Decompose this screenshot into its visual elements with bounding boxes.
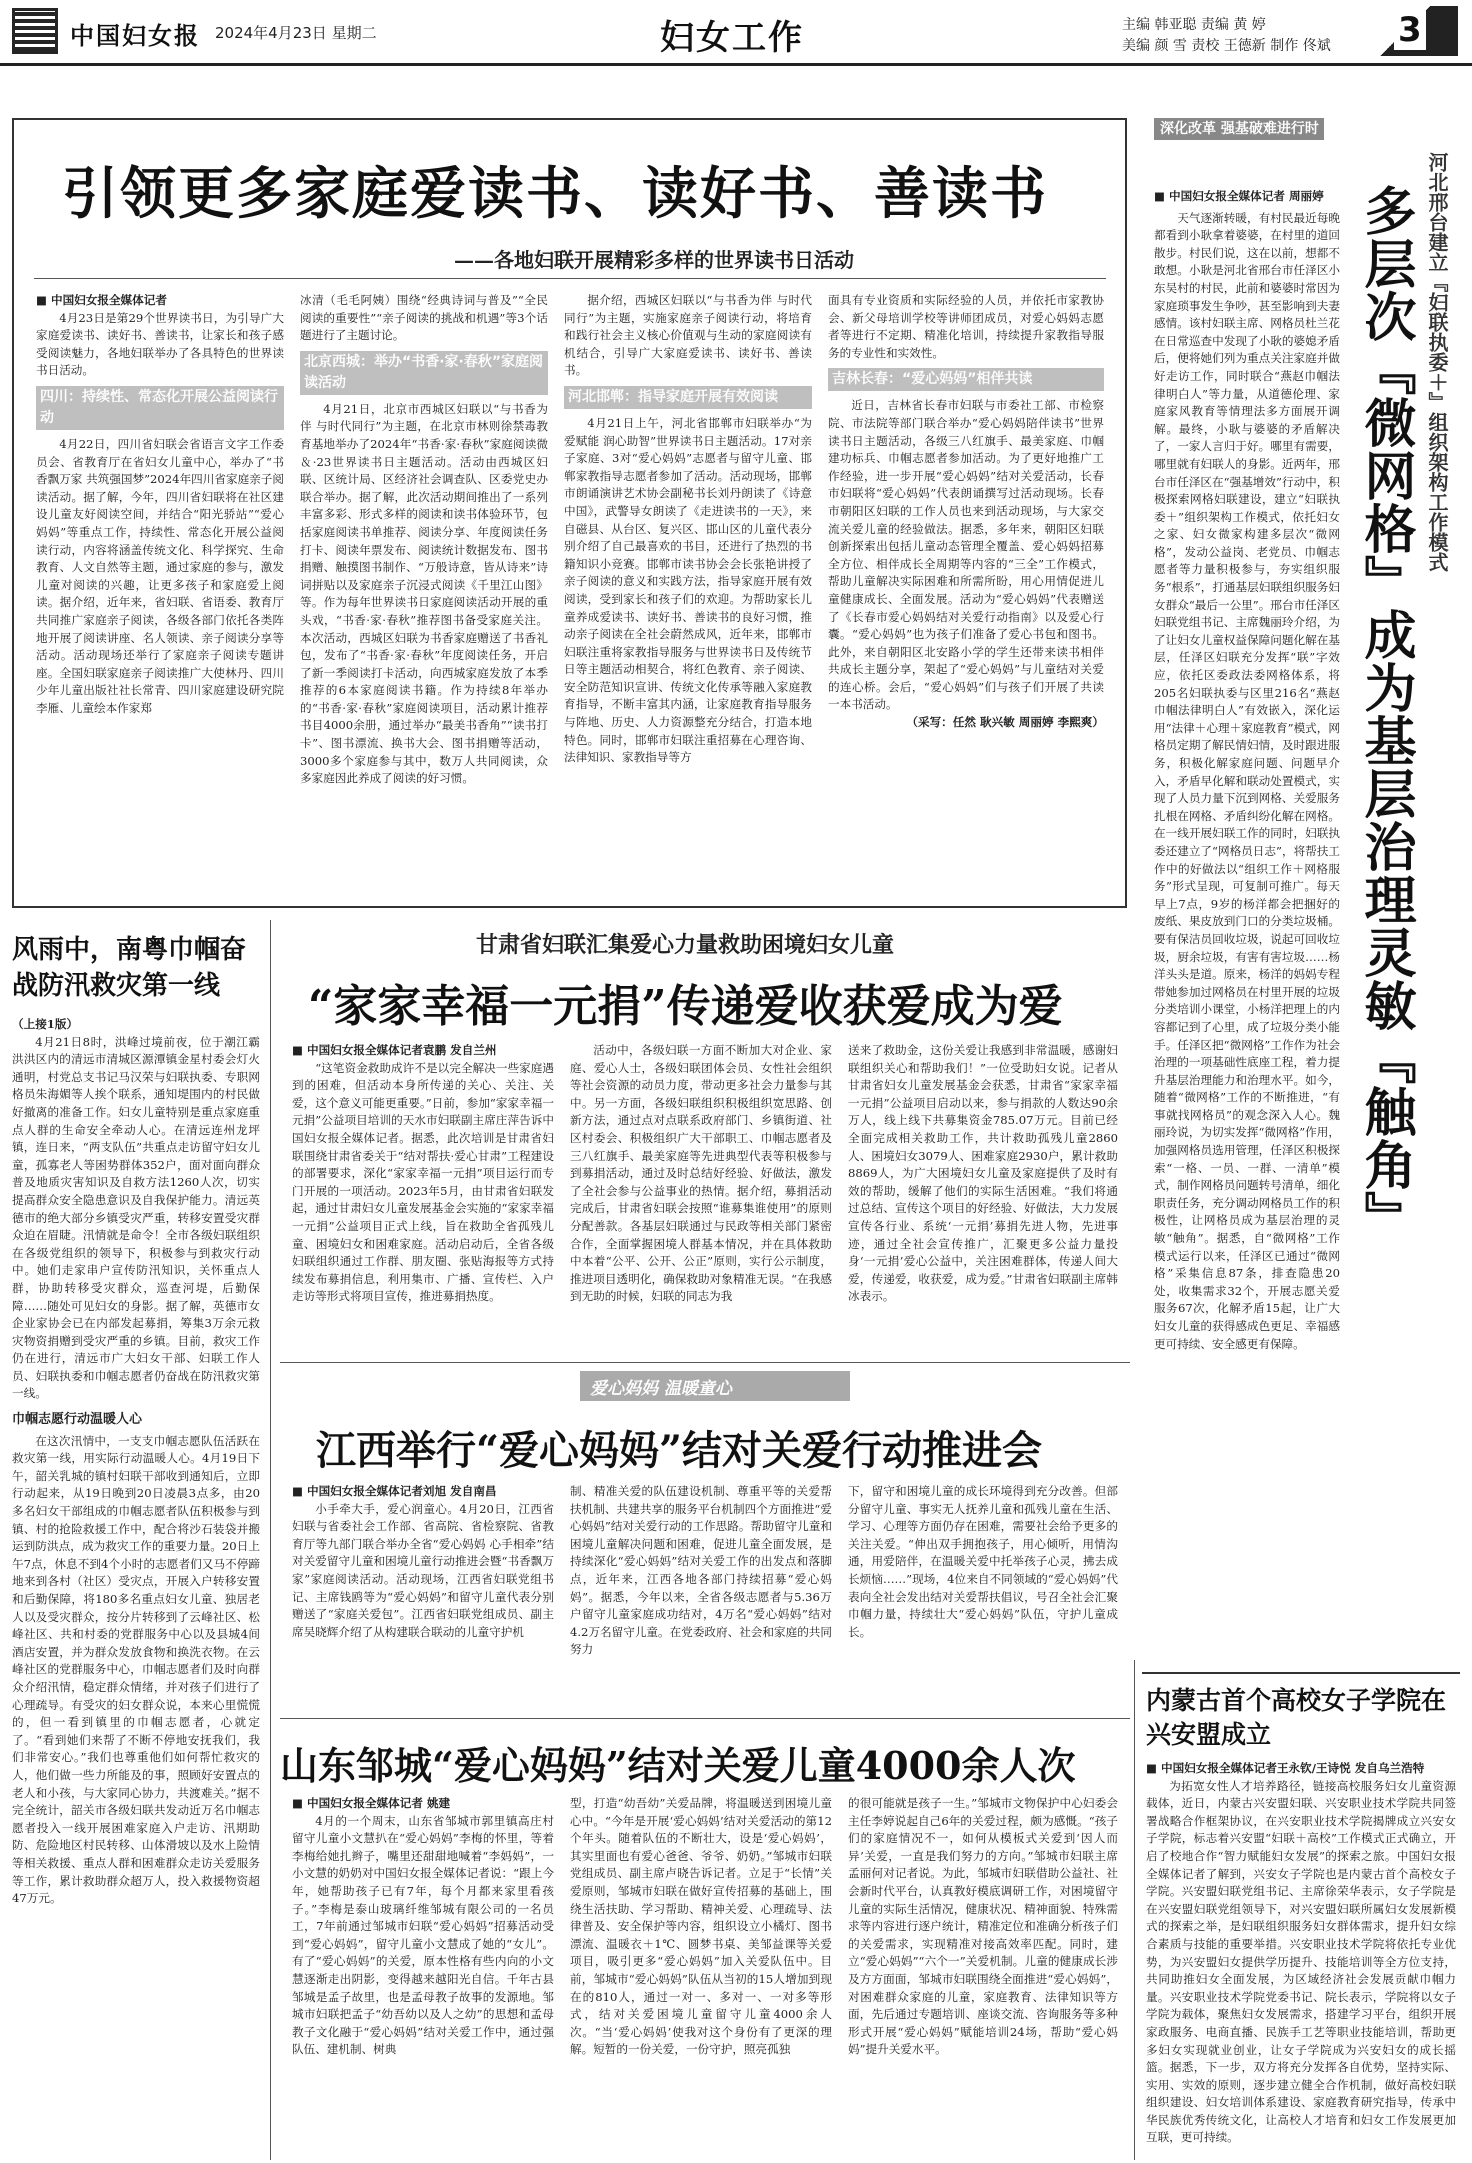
column-3 bbox=[848, 1795, 1118, 2159]
headline-vertical-small: 河北邢台建立『妇联执委＋』组织架构工作模式 bbox=[1425, 152, 1449, 572]
paragraph: 面具有专业资质和实际经验的人员，并依托市家教协会、新父母培训学校等讲师团成员，对爱心妈妈志愿者等进行不定期、精准化培训，持续提升家教指导服务的专业性和实效性。 bbox=[828, 293, 1104, 360]
column-1 bbox=[292, 1042, 554, 1354]
article-title: 风雨中，南粤巾帼奋战防汛救灾第一线 bbox=[12, 935, 247, 1001]
paragraph: “这笔资金救助成许不是以完全解决一些家庭遇到的困难，但活动本身所传递的关心、关注、关爱，这个意义可能更重要。”日前，参加“家家幸福一元捐”公益项目培训的天水市妇联副主席庄萍告诉中国妇女报全媒体记者。据悉，此次培训是甘肃省妇联围绕甘肃省委关于“结对帮扶·爱心甘肃”工程建设的部署要求，深化“家家幸福一元捐”项目运行而专门开展的一项活动。2023年5月，由甘肃省妇联发起，通过甘肃妇女儿童发展基金会实施的“家家幸福一元捐”公益项目正式上线，旨在救助全省孤残儿童、困境妇女和困难家庭。活动启动后，全省各级妇联组织通过工作群、朋友圈、张贴海报等方式持续发布募捐信息，利用集市、广播、宣传栏、入户走访等形式将项目宣传，推进募捐热度。 bbox=[292, 1060, 554, 1304]
paragraph: 活动中，各级妇联一方面不断加大对企业、家庭、爱心人士，各级妇联团体会员、女性社会组织等社会资源的动员力度，带动更多社会力量参与其中。另一方面，各级妇联组织积极组织宽思路、创新方法，通过点对点联系政府部门、乡镇街道、社区村委会、积极组织广大干部职工、巾帼志愿者及三八红旗手、最美家庭等先进典型代表等积极参与到募捐活动，通过及时总结好经验、好做法，激发了全社会参与公益事业的热情。据介绍，募捐活动完成后，甘肃省妇联会按照“谁募集谁使用”的原则分配善款。各基层妇联通过与民政等相关部门紧密合作，全面掌握困境人群基本情况，并在具体救助中本着“公平、公开、公正”原则，实行公示制度，推进项目透明化，确保救助对象精准无误。“在我感到无助的时候，妇联的同志为我 bbox=[570, 1043, 832, 1304]
article-zoucheng bbox=[280, 1718, 1130, 2160]
continuation-tag: （上接1版） bbox=[12, 1017, 79, 1031]
section-name: 妇女工作 bbox=[660, 18, 804, 58]
article-gansu bbox=[280, 918, 1130, 1358]
paragraph: 4月21日8时，洪峰过境前夜，位于潮江霸洪洪区内的清远市清城区源潭镇金星村委会灯火通明，村党总支书记马汉荣与妇联执委、专职网格员朱海媚等人挨个联系，通知堤围内的村民做好撤离的准备工作。妇女儿童特别是重点家庭重点人群的生命安全牵动人心。在清远连州龙坪镇，连日来，“两支队伍”共重点走访留守妇女儿童，孤寡老人等困势群体352户，面对面向群众普及地质灾害知识及自救方法1260人次，切实提高群众安全隐患意识及自我保护能力。清远英德市的绝大部分乡镇受灾严重，转移安置受灾群众迫在眉睫。汛情就是命令！全市各级妇联组织在各级党组织的领导下，积极参与到救灾行动中。她们走家串户宣传防汛知识，关怀重点人群，协助转移受灾群众，巡查河堤，后勤保障……随处可见妇女的身影。据了解，英德市女企业家协会已在内部发起募捐，筹集3万余元救灾物资捐赠到受灾严重的乡镇。目前，救灾工作仍在进行，清远市广大妇女干部、妇联工作人员、妇联执委和巾帼志愿者仍奋战在防汛救灾第一线。 bbox=[12, 1034, 260, 1401]
column-kicker-logo bbox=[580, 1371, 850, 1401]
subheading-changchun: 吉林长春：“爱心妈妈”相伴共读 bbox=[828, 368, 1104, 391]
paragraph: 下，留守和困境儿童的成长环境得到充分改善。但部分留守儿童、事实无人抚养儿童和孤残儿童在生活、学习、心理等方面仍存在困难，需要社会给予更多的关注关爱。“伸出双手拥抱孩子，用心倾听，用情沟通，用爱陪伴，在温暖关爱中托举孩子心灵，拂去成长烦恼……”现场，4位来自不同领域的“爱心妈妈”代表向全社会发出结对关爱帮扶倡议，号召全社会汇聚巾帼力量，持续壮大“爱心妈妈”队伍，守护儿童成长。 bbox=[848, 1484, 1118, 1639]
paragraph: 天气逐渐转暖，有村民最近每晚都看到小耿拿着婆婆，在村里的道回散步。村民们说，这在以前，想都不敢想。小耿是河北省邢台市任泽区小东吴村的村民，此前和婆婆时常因为家庭琐事发生争吵，甚至影响到夫妻感情。该村妇联主席、网格员杜兰花在日常巡查中发现了小耿的婆媳矛盾后，便将她们列为重点关注家庭并做好走访工作，同时联合“燕赵巾帼法律明白人”等力量，从道德伦理、家庭家风教育等情理法多方面展开调解。最终，小耿与婆婆的矛盾解决了，一家人言归于好。哪里有需要，哪里就有妇联人的身影。近两年，邢台市任泽区在“强基增效”行动中，积极探索网格妇联建设，建立“妇联执委＋”组织架构工作模式，依托妇女之家、妇女微家构建多层次“微网格”，发动公益岗、老党员、巾帼志愿者等力量积极参与，夯实组织服务“根系”，打通基层妇联组织服务妇女群众“最后一公里”。邢台市任泽区妇联党组书记、主席魏丽玲介绍，为了让妇女儿童权益保障问题化解在基层，任泽区妇联充分发挥“联”字效应，依托区委政法委网格体系，将205名妇联执委与区里216名“燕赵巾帼法律明白人”有效嵌入，深化运用“法律＋心理＋家庭教育”模式，网格员定期了解民情妇情，及时跟进服务，积极化解家庭问题、问题早介入，矛盾早化解和联动处置模式，实现了人员力量下沉到网格、关爱服务扎根在网格、矛盾纠纷化解在网格。在一线开展妇联工作的同时，妇联执委还建立了“网格员日志”，将帮扶工作中的好做法以“组织工作＋网格服务”形式呈现，可复制可推广。每天早上7点，9岁的杨洋都会把捆好的废纸、果皮放到门口的分类垃圾桶。要有保洁员回收垃圾，说起可回收垃圾，厨余垃圾，有害有害垃圾……杨洋头头是道。原来，杨洋的妈妈专程带她参加过网格员在村里开展的垃圾分类培训小课堂，小杨洋把理上的内容都记到了心里，成了垃圾分类小能手。任泽区把“微网格”工作作为社会治理的一项基础性底座工程，着力提升基层治理能力和治理水平。如今，随着“微网格”工作的不断推进，“有事就找网格员”的观念深入人心。魏丽玲说，为切实发挥“微网格”作用，加强网格员选用管理，任泽区积极探索“一格、一员、一群、一清单”模式，制作网格员问题转号清单，细化职责任务，充分调动网格员工作的积极性，让网格员成为基层治理的灵敏“触角”。据悉，自“微网格”工作模式运行以来，任泽区已通过“微网格”采集信息87条，排查隐患20处，收集需求32个，开展志愿关爱服务67次，化解矛盾15起，让广大妇女儿童的获得感成色更足、幸福感更可持续、安全感更有保障。 bbox=[1154, 210, 1340, 1351]
newspaper-brand: 中国妇女报 bbox=[70, 21, 200, 50]
article-reading-day bbox=[12, 118, 1127, 908]
paragraph: 据介绍，西城区妇联以“与书香为伴 与时代同行”为主题，实施家庭亲子阅读行动，将培育和践行社会主义核心价值观与生动的家庭阅读有机结合，引导广大家庭爱读书、读好书、善读书。 bbox=[564, 293, 812, 378]
paragraph: 为拓宽女性人才培养路径，链接高校服务妇女儿童资源载体，近日，内蒙古兴安盟妇联、兴安职业技术学院共同签署战略合作框架协议，在兴安职业技术学院揭牌成立兴安女子学院，标志着兴安盟“妇联＋高校”工作模式正式确立，开启了校地合作“智力赋能妇女发展”的探索之旅。中国妇女报全媒体记者了解到，兴安女子学院也是内蒙古首个高校女子学院。兴安盟妇联党组书记、主席徐荣华表示，女子学院是在兴安盟妇联党组领导下，对兴安盟妇联所属妇女发展新模式的探索之举，是妇联组织服务妇女群体需求，提升妇女综合素质与技能的重要举措。兴安职业技术学院将依托专业优势，为兴安盟妇女提供学历提升、技能培训等全方位支持，共同助推妇女全面发展，为区域经济社会发展贡献巾帼力量。兴安职业技术学院党委书记、院长表示，学院将以女子学院为载体，聚焦妇女发展需求，搭建学习平台，组织开展家政服务、电商直播、民族手工艺等职业技能培训，帮助更多妇女实现就业创业，让女子学院成为兴安妇女的成长摇篮。据悉，下一步，双方将充分发挥各自优势，坚持实际、实用、实效的原则，逐步建立健全合作机制，做好高校妇联组织建设、妇女培训体系建设、家庭教育研究指导，传承中华民族优秀传统文化，让高校人才培育和妇女工作发展更加互联，更可持续。 bbox=[1146, 1778, 1456, 2145]
byline: ■ 中国妇女报全媒体记者袁鹏 发自兰州 bbox=[292, 1043, 497, 1057]
paragraph: 送来了救助金，这份关爱让我感到非常温暖，感谢妇联组织关心和帮助我们！”一位受助妇女说。记者从甘肃省妇女儿童发展基金会获悉，甘肃省“家家幸福一元捐”公益项目启动以来，参与捐款的人数达90余万人，线上线下共募集资金785.07万元。目前已经全面完成相关救助工作，共计救助孤残儿童2860人、困境妇女3079人、困难家庭2930户，累计救助8869人，为广大困境妇女儿童及家庭提供了及时有效的帮助，缓解了他们的实际生活困难。“我们将通过总结、宣传这个项目的好经验、好做法，大力发展宣传各行业、系统‘一元捐’募捐先进人物，先进事迹，通过全社会宣传推广，汇聚更多公益力量投身‘一元捐’爱心公益中，关注困难群体，传递人间大爱，传递爱，收获爱，成为爱。”甘肃省妇联副主席韩冰表示。 bbox=[848, 1043, 1118, 1304]
article-title: 内蒙古首个高校女子学院在兴安盟成立 bbox=[1146, 1686, 1447, 1749]
kicker: 甘肃省妇联汇集爱心力量救助困境妇女儿童 bbox=[476, 932, 895, 958]
article-title: 山东邹城“爱心妈妈”结对关爱儿童4000余人次 bbox=[280, 1743, 1076, 1788]
subheading-beijing: 北京西城：举办“书香·家·春秋”家庭阅读活动 bbox=[300, 351, 548, 395]
text-column bbox=[12, 1016, 260, 2156]
text-column bbox=[1154, 188, 1340, 1628]
issue-date: 2024年4月23日 星期二 bbox=[215, 24, 377, 42]
column-1 bbox=[292, 1483, 554, 1711]
column-3 bbox=[848, 1483, 1118, 1711]
paragraph: 4月21日，北京市西城区妇联以“与书香为伴 与时代同行”为主题，在北京市林则徐禁毒教育基地举办了2024年“书香·家·春秋”家庭阅读微＆·23世界读书日主题活动。活动由西城区妇联、区统计局、区经济社会调查队、区委党史办联合举办。据了解，此次活动期间推出了一系列丰富多彩、形式多样的阅读和读书体验环节，包括家庭阅读书单推荐、阅读分享、年度阅读任务打卡、阅读年票发布、阅读统计数据发布、图书捐赠、触摸图书制作、“万般诗意，皆从诗来”诗词拼贴以及家庭亲子沉浸式阅读《千里江山图》等。作为每年世界读书日家庭阅读活动开展的重头戏，“书香·家·春秋”推荐图书备受家庭关注。本次活动，西城区妇联为书香家庭赠送了书香礼包，发布了“书香·家·春秋”年度阅读任务，开启了新一季阅读打卡活动，向西城家庭发放了本季推荐的6本家庭阅读书籍。作为持续8年举办的“书香·家·春秋”家庭阅读项目，活动累计推荐书目4000余册，通过举办“最美书香角”“读书打卡”、图书漂流、换书大会、图书捐赠等活动，3000多个家庭参与其中，数万人共同阅读，众多家庭因此养成了阅读的好习惯。 bbox=[300, 401, 548, 786]
paragraph: 4月23日是第29个世界读书日，为引导广大家庭爱读书、读好书、善读书，让家长和孩子感受阅读魅力，各地妇联举办了各具特色的世界读书日活动。 bbox=[36, 310, 284, 378]
column-kicker: 深化改革 强基破难进行时 bbox=[1154, 118, 1324, 140]
article-inner-mongolia bbox=[1142, 1672, 1460, 2160]
column-3 bbox=[564, 292, 812, 898]
paragraph: 近日，吉林省长春市妇联与市委社工部、市检察院、市法院等部门联合举办“爱心妈妈陪伴读书”世界读书日主题活动，各级三八红旗手、最美家庭、巾帼建功标兵、巾帼志愿者参加活动。为了更好地推广工作经验，进一步开展“爱心妈妈”结对关爱活动，长春市妇联将“爱心妈妈”代表朗诵撰写过活动现场。长春市朝阳区妇联的工作人员也来到活动现场，与大家交流关爱儿童的经验做法。据悉，多年来，朝阳区妇联创新探索出包括儿童动态管理全覆盖、爱心妈妈招募全方位、相伴成长全周期等内容的“三全”工作模式，帮助儿童解决实际困难和所需所盼，用心用情促进儿童健康成长、全面发展。活动为“爱心妈妈”代表赠送了《长春市爱心妈妈结对关爱行动指南》以及爱心行囊。“爱心妈妈”也为孩子们准备了爱心书包和图书。此外，来自朝阳区北安路小学的学生还带来读书相伴共成长主题分享，架起了“爱心妈妈”与儿童结对关爱的连心桥。会后，“爱心妈妈”们与孩子们开展了共读一本书活动。 bbox=[828, 398, 1104, 712]
paragraph: 小手牵大手，爱心润童心。4月20日，江西省妇联与省委社会工作部、省高院、省检察院、省教育厅等九部门联合举办全省“爱心妈妈 心手相牵”结对关爱留守儿童和困境儿童行动推进会暨“书香飘万家”家庭阅读活动。活动现场，江西省妇联党组书记、主席钱鸥等为“爱心妈妈”和留守儿童代表分别赠送了“家庭关爱包”。江西省妇联党组成员、副主席吴晓辉介绍了从构建联合联动的儿童守护机 bbox=[292, 1501, 554, 1639]
paragraph: 4月21日上午，河北省邯郸市妇联举办“为爱赋能 润心助智”世界读书日主题活动。17对亲子家庭、3对“爱心妈妈”志愿者与留守儿童、邯郸家教指导志愿者参加了活动。活动现场，邯郸市朗诵演讲艺术协会副秘书长刘丹朗读了《诗意中国》，武警导女朗读了《走进读书的一天》，来自磁县、从台区、复兴区、邯山区的儿童代表分别介绍了自己最喜欢的书目，还进行了热烈的书籍知识小竞赛。邯郸市读书协会会长张艳讲授了亲子阅读的意义和实践方法，指导家庭开展有效阅读，受到家长和孩子们的欢迎。为帮助家长儿童养成爱读书、读好书、善读书的良好习惯，推动亲子阅读在全社会蔚然成风，近年来，邯郸市妇联注重将家教指导服务与世界读书日及传统节日等主题活动相契合，将红色教育、亲子阅读、安全防范知识宣讲、传统文化传承等融入家庭教育指导，不断丰富其内涵，让家庭教育指导服务与阵地、历史、人力资源整充分结合，打造本地特色。同时，邯郸市妇联注重招募在心理咨询、法律知识、家教指导等方 bbox=[564, 415, 812, 765]
article-jiangxi bbox=[280, 1362, 1130, 1712]
qr-code-icon bbox=[12, 8, 58, 54]
byline: ■ 中国妇女报全媒体记者 bbox=[36, 293, 167, 307]
paragraph: 在这次汛情中，一支支巾帼志愿队伍活跃在救灾第一线，用实际行动温暖人心。4月19日下午，韶关乳城的镇村妇联干部收到通知后，立即行动起来，从19日晚到20日凌晨3点多，由20多名妇女干部组成的巾帼志愿者队伍积极参与到镇、村的抢险救援工作中，配合将沙石装袋并搬运到防洪点，成为救灾工作的重要力量。20日上午7点，休息不到4个小时的志愿者们又马不停蹄地来到各村（社区）受灾点，开展入户转移安置和后勤保障，将180多名重点妇女儿童、独居老人以及受灾群众，按分片转移到了云峰社区、松峰社区、共和村委的党群服务中心以及县城4间酒店安置，并为群众发放食物和换洗衣物。在云峰社区的党群服务中心，巾帼志愿者们及时向群众介绍汛情，稳定群众情绪，并对孩子们进行了心理疏导。有受灾的妇女群众说，本来心里慌慌的，但一看到镇里的巾帼志愿者，心就定了。“看到她们来帮了不断不停地安抚我们，我们非常安心。”我们也尊重他们如何帮忙救灾的人，他们做一些力所能及的事，照顾好安置点的老人和小孩，与大家同心协力，共渡难关。”据不完全统计，韶关市各级妇联共发动近万名巾帼志愿者投入一线开展困难家庭入户走访、汛期助防、危险地区村民转移、山体滑坡以及水上险情等相关救援、重点人群和困难群众走访关爱服务等工作，累计救助群众超万人，投入救援物资超47万元。 bbox=[12, 1433, 260, 1906]
paragraph: 4月的一个周末，山东省邹城市郭里镇高庄村留守儿童小文慧扒在“爱心妈妈”李梅的怀里，等着李梅给她扎辫子，嘴里还甜甜地喊着“李妈妈”，一小文慧的奶奶对中国妇女报全媒体记者说：“跟上今年，她帮助孩子已有7年，每个月都来家里看孩子。”李梅是泰山玻璃纤维邹城有限公司的一名员工，7年前通过邹城市妇联“爱心妈妈”招募活动受到“爱心妈妈”，留守儿童小文慧成了她的“女儿”。有了“爱心妈妈”的关爱，原本性格有些内向的小文慧逐渐走出阴影，变得越来越阳光自信。千年古县邹城是孟子故里，也是孟母教子故事的发源地。邹城市妇联把孟子“幼吾幼以及人之幼”的思想和孟母教子文化融于“爱心妈妈”结对关爱工作中，通过强队伍、建机制、树典 bbox=[292, 1813, 554, 2057]
byline: ■ 中国妇女报全媒体记者 姚建 bbox=[292, 1796, 451, 1810]
article-guangdong-flood bbox=[12, 924, 262, 2159]
subheading-handan: 河北邯郸：指导家庭开展有效阅读 bbox=[564, 386, 812, 409]
column-4 bbox=[828, 292, 1104, 898]
column-kicker-text: 爱心妈妈 温暖童心 bbox=[590, 1379, 732, 1399]
byline: ■ 中国妇女报全媒体记者 周丽婷 bbox=[1154, 189, 1324, 203]
paragraph: 4月22日，四川省妇联会省语言文字工作委员会、省教育厅在省妇女儿童中心，举办了“书香飘万家 共筑强国梦”2024年四川省家庭亲子阅读活动。据了解，今年，四川省妇联将在社区建设儿童友好阅读空间，并结合“阳光骄站”“爱心妈妈”等重点工作，持续性、常态化开展公益阅读行动，内容将涵盖传统文化、科学探究、生命教育、人文自然等主题，通过家庭的参与，激发儿童对阅读的兴趣，让更多孩子和家庭爱上阅读。据介绍，近年来，省妇联、省语委、教育厅共同推广家庭亲子阅读，各级各部门依托各类阵地开展了阅读讲座、名人领读、亲子阅读分享等活动。活动现场还举行了家庭亲子阅读专题讲座。全国妇联家庭亲子阅读推广大使林丹、四川少年儿童出版社社长常青、四川家庭建设研究院李雁、儿童绘本作家郑 bbox=[36, 436, 284, 715]
article-title: 江西举行“爱心妈妈”结对关爱行动推进会 bbox=[316, 1427, 1043, 1474]
article-xingtai bbox=[1140, 118, 1460, 1648]
column-2 bbox=[570, 1795, 832, 2159]
article-title: “家家幸福一元捐”传递爱收获爱成为爱 bbox=[308, 981, 1063, 1032]
text-column bbox=[1146, 1760, 1456, 2160]
page-number bbox=[1378, 6, 1458, 56]
paragraph: 冰清（毛毛阿姨）围绕“经典诗词与普及”“全民阅读的重要性”“亲子阅读的挑战和机遇”等3个话题进行了主题讨论。 bbox=[300, 293, 548, 343]
column-1 bbox=[36, 292, 284, 898]
column-2 bbox=[570, 1042, 832, 1354]
article-subtitle: ——各地妇联开展精彩多样的世界读书日活动 bbox=[454, 248, 854, 272]
byline: ■ 中国妇女报全媒体记者刘旭 发自南昌 bbox=[292, 1484, 497, 1498]
article-title: 引领更多家庭爱读书、读好书、善读书 bbox=[62, 161, 1048, 227]
paragraph: 制、精准关爱的队伍建设机制、尊重平等的关爱帮扶机制、共建共享的服务平台机制四个方面推进“爱心妈妈”结对关爱行动的工作思路。帮助留守儿童和困境儿童解决问题和困难，促进儿童全面发展，是持续深化“爱心妈妈”结对关爱工作的出发点和落脚点，近年来，江西各地各部门持续招募“爱心妈妈”。据悉，今年以来，全省各级志愿者与5.36万户留守儿童家庭成功结对，4万名“爱心妈妈”结对4.2万名留守儿童。在党委政府、社会和家庭的共同努力 bbox=[570, 1484, 832, 1657]
column-2 bbox=[570, 1483, 832, 1711]
column-2 bbox=[300, 292, 548, 898]
editor-credits-line1: 主编 韩亚聪 责编 黄 婷 bbox=[1122, 17, 1266, 33]
subheading-sichuan: 四川：持续性、常态化开展公益阅读行动 bbox=[36, 386, 284, 430]
page-number-value: 3 bbox=[1394, 10, 1426, 50]
byline: ■ 中国妇女报全媒体记者王永钦/王诗悦 发自乌兰浩特 bbox=[1146, 1761, 1425, 1775]
subheading: 巾帼志愿行动温暖人心 bbox=[12, 1412, 143, 1428]
editor-credits-line2: 美编 颜 雪 责校 王德新 制作 佟斌 bbox=[1122, 38, 1331, 54]
reporter-credit: （采写：任然 耿兴敏 周丽婷 李熙爽） bbox=[906, 715, 1104, 730]
masthead bbox=[0, 0, 1472, 66]
column-1 bbox=[292, 1795, 554, 2159]
column-3 bbox=[848, 1042, 1118, 1354]
paragraph: 的很可能就是孩子一生。”邹城市文物保护中心妇委会主任李婷说起自己6年的关爱过程，颇为感慨。“孩子们的家庭情况不一，如何从模板式关爱到‘因人而异’关爱，一直是我们努力的方向。”邹城市妇联主席孟丽何对记者说。为此，邹城市妇联借助公益社、社会新时代平台，认真教好模底调研工作，对困境留守儿童的实际生活情况，健康状况、精神面貌、特殊需求等内容进行逐户统计，精准定位和准确分析孩子们的关爱需求，实现精准对接高效率匹配。同时，建立“爱心妈妈”“六个一”关爱机制。儿童的健康成长涉及方方面面，邹城市妇联围绕全面推进“爱心妈妈”，对困难群众家庭的儿童，家庭教育、法律知识等方面，先后通过专题培训、座谈交流、咨询服务等多种形式开展“爱心妈妈”赋能培训24场，帮助“爱心妈妈”提升关爱水平。 bbox=[848, 1796, 1118, 2057]
headline-vertical-big: 多层次『微网格』成为基层治理灵敏『触角』 bbox=[1355, 184, 1416, 1244]
paragraph: 型，打造“幼吾幼”关爱品牌，将温暖送到困境儿童心中。“今年是开展‘爱心妈妈’结对关爱活动的第12个年头。随着队伍的不断壮大，设是‘爱心妈妈’，其实里面也有爱心爸爸、爷爷、奶奶。”邹城市妇联党组成员、副主席卢晓告诉记者。立足于“长情”关爱原则，邹城市妇联在做好宣传招募的基础上，围绕生活扶助、学习帮助、精神关爱、心理疏导、法律普及、安全保护等内容，组织设立小橘灯、图书漂流、温暖衣＋1℃、圆梦书桌、美邹益课等关爱项目，吸引更多“爱心妈妈”加入关爱队伍中。目前，邹城市“爱心妈妈”队伍从当初的15人增加到现在的810人，通过一对一、多对一、一对多等形式，结对关爱困境儿童留守儿童4000余人次。“当‘爱心妈妈’使我对这个身份有了更深的理解。短暂的一份关爱，一份守护，照亮孤独 bbox=[570, 1796, 832, 2057]
